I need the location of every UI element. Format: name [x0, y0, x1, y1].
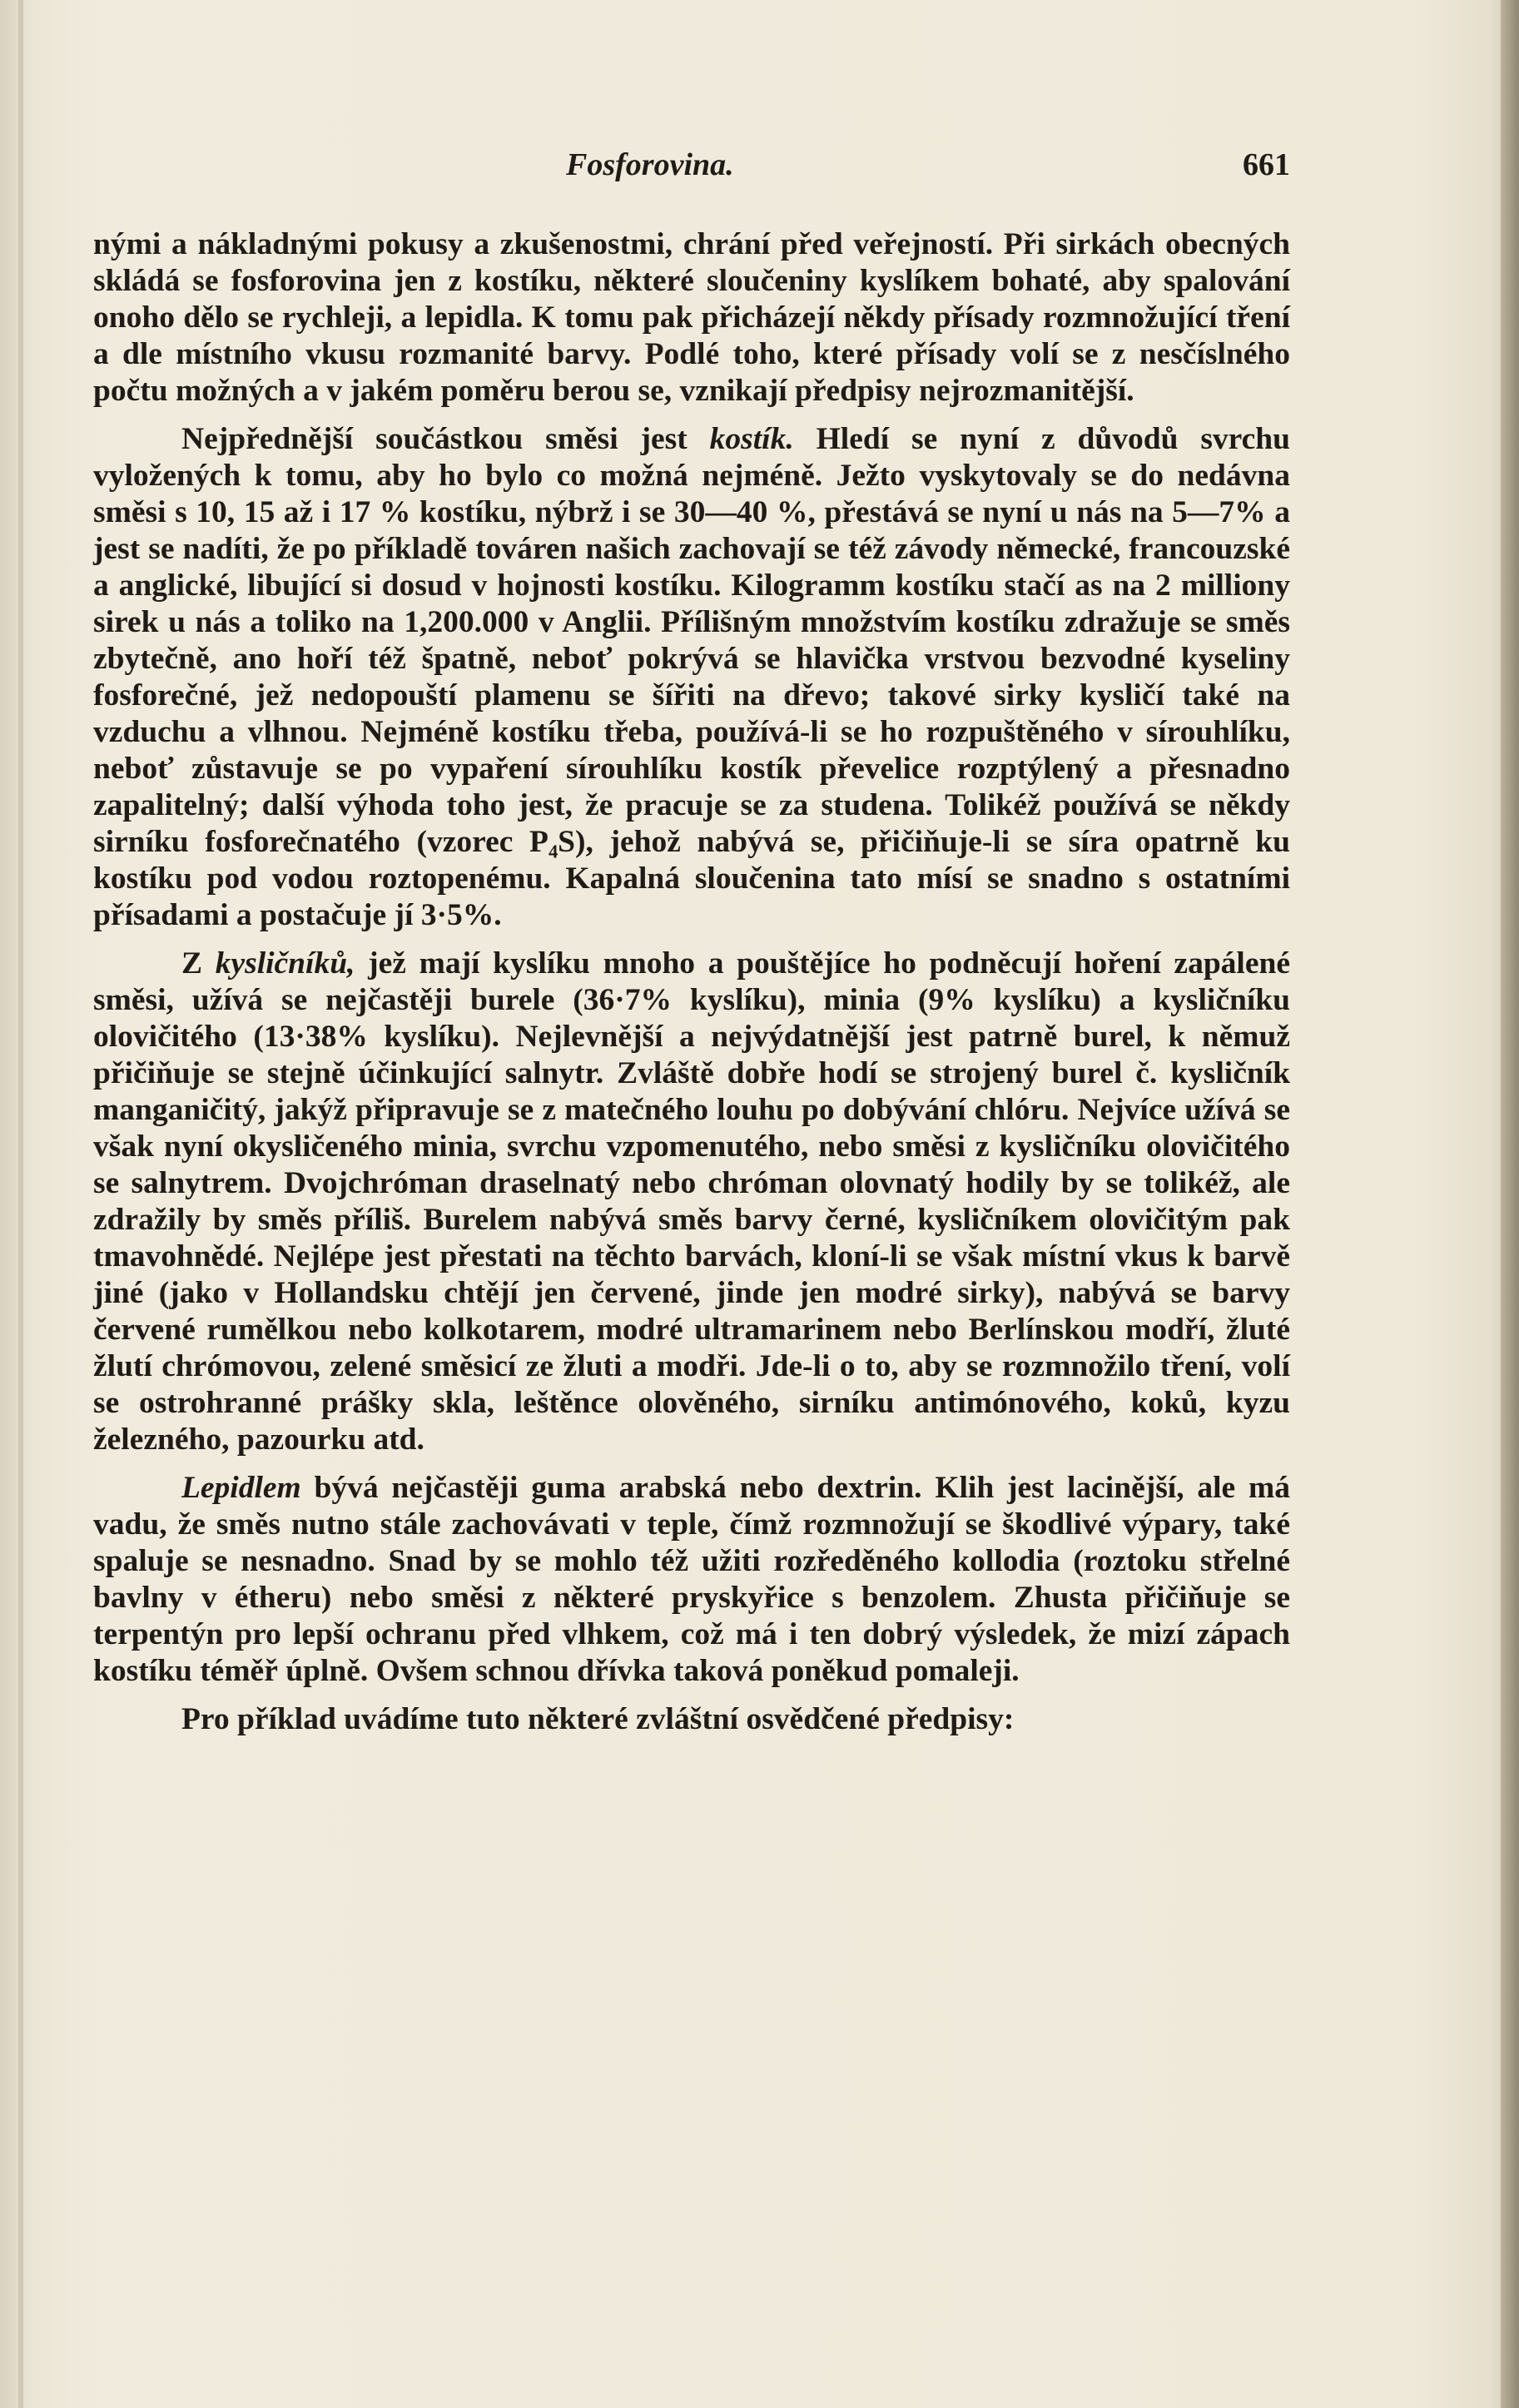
text-run: Nejpřednější součástkou směsi jest — [181, 422, 710, 456]
text-run: Z — [181, 946, 216, 981]
page-body — [93, 226, 1290, 1750]
paragraph — [93, 946, 1290, 1458]
text-run: bývá nejčastěji guma arabská nebo dextrin. Klih jest lacinější, ale má vadu, že směs nutno stále zachovávati v teple, čímž rozmnožují se škodlivé výpary, také spaluje se nesnadno. Snad by se mohlo též užiti rozředěného kollodia (roztoku střelné bavlny v étheru) nebo směsi z některé pryskyřice s benzolem. Zhusta přičiňuje se terpentýn pro lepší ochranu před vlhkem, což má i ten dobrý výsledek, že mizí zápach kostíku téměř úplně. Ovšem schnou dřívka taková poněkud pomaleji. — [93, 1471, 1290, 1688]
paragraph — [93, 1701, 1290, 1738]
text-run: nými a nákladnými pokusy a zkušenostmi, chrání před veřejností. Při sirkách obecných skládá se fosforovina jen z kostíku, některé sloučeniny kyslíkem bohaté, aby spalování onoho dělo se rychleji, a lepidla. K tomu pak přicházejí někdy přísady rozmnožující tření a dle místního vkusu rozmanité barvy. Podlé toho, které přísady volí se z nesčíslného počtu možných a v jakém poměru berou se, vznikají předpisy nejrozmanitější. — [93, 227, 1290, 408]
text-run: Pro příklad uvádíme tuto některé zvláštní osvědčené předpisy: — [181, 1702, 1015, 1736]
paragraph — [93, 1470, 1290, 1690]
paragraph — [93, 421, 1290, 934]
page-header — [92, 146, 1290, 196]
text-run: jež mají kyslíku mnoho a pouštějíce ho podněcují hoření zapálené směsi, užívá se nejčastěji burele (36·7% kyslíku), minia (9% kyslíku) a kysličníku olovičitého (13·38% kyslíku). Nejlevnější a nejvýdatnější jest patrně burel, k němuž přičiňuje se stejně účinkující salnytr. Zvláště dobře hodí se strojený burel č. kysličník manganičitý, jakýž připravuje se z matečného louhu po dobývání chlóru. Nejvíce užívá se však nyní okysličeného minia, svrchu vzpomenutého, nebo směsi z kysličníku olovičitého se salnytrem. Dvojchróman draselnatý nebo chróman olovnatý hodily by se tolikéž, ale zdražily by směs příliš. Burelem nabývá směs barvy černé, kysličníkem olovičitým pak tmavohnědé. Nejlépe jest přestati na těchto barvách, kloní-li se však místní vkus k barvě jiné (jako v Hollandsku chtějí jen červené, jinde jen modré sirky), nabývá se barvy červené rumělkou nebo kolkotarem, modré ultramarinem nebo Berlínskou modří, žluté žlutí chrómovou, zelené směsicí ze žluti a modři. Jde-li o to, aby se rozmnožilo tření, volí se ostrohranné prášky skla, leštěnce olověného, sirníku antimónového, koků, kyzu železného, pazourku atd. — [93, 946, 1290, 1457]
italic-term: kostík. — [709, 422, 794, 456]
running-head: Fosforovina. — [566, 147, 734, 182]
italic-term: Lepidlem — [181, 1471, 301, 1505]
page-edge — [1501, 0, 1519, 2408]
binding-shadow — [18, 0, 23, 2408]
page-number: 661 — [1243, 147, 1290, 182]
italic-term: kysličníků, — [215, 946, 355, 981]
text-run: Hledí se nyní z důvodů svrchu vyložených k tomu, aby ho bylo co možná nejméně. Ježto vyskytovaly se do nedávna směsi s 10, 15 až i 17 % kostíku, nýbrž i se 30—40 %, přestává se nyní u nás na 5—7% a jest se nadíti, že po příkladě továren našich zachovají se též závody německé, francouzské a anglické, libující si dosud v hojnosti kostíku. Kilogramm kostíku stačí as na 2 milliony sirek u nás a toliko na 1,200.000 v Anglii. Přílišným množstvím kostíku zdražuje se směs zbytečně, ano hoří též špatně, neboť pokrývá se hlavička vrstvou bezvodné kyseliny fosforečné, jež nedopouští plamenu se šířiti na dřevo; takové sirky kysličí také na vzduchu a vlhnou. Nejméně kostíku třeba, používá-li se ho rozpuštěného v sírouhlíku, neboť zůstavuje se po vypaření sírouhlíku kostík převelice rozptýlený a přesnadno zapalitelný; další výhoda toho jest, že pracuje se za studena. Tolikéž používá se někdy sirníku fosforečnatého (vzorec P₄S), jehož nabývá se, přičiňuje-li se síra opatrně ku kostíku pod vodou roztopenému. Kapalná sloučenina tato mísí se snadno s ostatními přísadami a postačuje jí 3·5%. — [93, 422, 1291, 932]
paragraph — [93, 226, 1290, 410]
